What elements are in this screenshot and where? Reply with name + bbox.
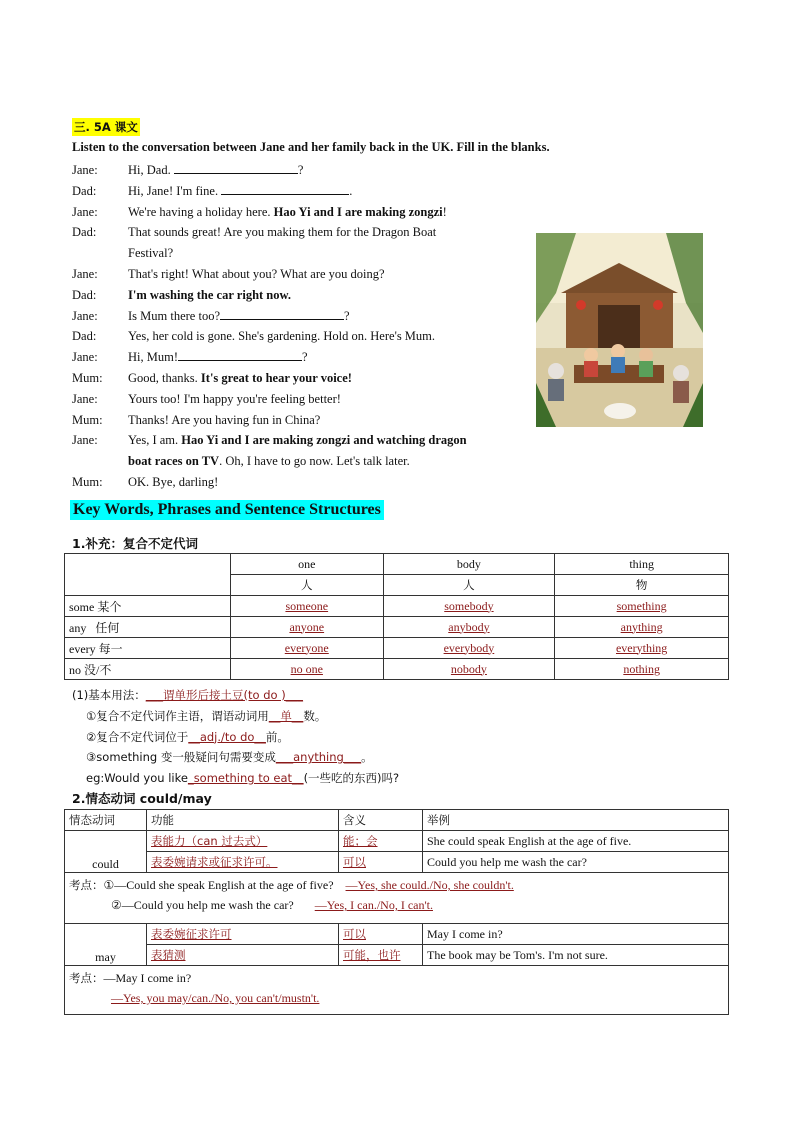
dialogue-line bbox=[72, 368, 522, 389]
speaker: Jane: bbox=[72, 266, 98, 281]
dialogue-line bbox=[72, 160, 522, 181]
speaker bbox=[72, 451, 128, 472]
function: 表委婉请求或征求许可。 bbox=[151, 855, 278, 869]
example: Could you help me wash the car? bbox=[423, 852, 729, 873]
meaning: 可以 bbox=[343, 927, 366, 941]
speaker: Jane: bbox=[72, 433, 98, 448]
dialogue-text: Yes, I am. Hao Yi and I are making zongzi and watching dragon bbox=[128, 433, 467, 448]
example: She could speak English at the age of five. bbox=[423, 831, 729, 852]
empty-corner bbox=[65, 554, 231, 596]
speaker: Jane: bbox=[72, 350, 98, 365]
modal-verb-table bbox=[64, 809, 729, 1015]
fill-blank[interactable] bbox=[221, 181, 349, 195]
dialogue-line bbox=[72, 285, 522, 306]
answer: everything bbox=[615, 640, 668, 655]
table-row bbox=[65, 659, 729, 680]
dialogue-text: Hi, Mum! ? bbox=[128, 347, 522, 368]
dialogue-text: I'm washing the car right now. bbox=[128, 287, 291, 302]
dialogue-line bbox=[72, 181, 522, 202]
dialogue-text: We're having a holiday here. Hao Yi and I are making zongzi! bbox=[128, 204, 447, 219]
speaker: Dad: bbox=[72, 287, 97, 302]
col-header-cn: 人 bbox=[383, 575, 555, 596]
dialogue-text: Festival? bbox=[128, 246, 174, 261]
dialogue-text: Yours too! I'm happy you're feeling better! bbox=[128, 391, 341, 406]
modal-word: could bbox=[65, 831, 147, 873]
dialogue-line bbox=[72, 326, 522, 347]
note-line: (1)基本用法：___谓单形后接土豆(to do )___ bbox=[72, 688, 303, 702]
dialogue-text: That's right! What about you? What are you doing? bbox=[128, 266, 385, 281]
dialogue-line bbox=[72, 264, 522, 285]
speaker: Mum: bbox=[72, 474, 103, 489]
speaker: Jane: bbox=[72, 163, 98, 177]
section-2-title: 2.情态动词 could/may bbox=[72, 791, 212, 806]
col-header: body bbox=[383, 554, 555, 575]
meaning: 可能，也许 bbox=[343, 948, 401, 962]
usage-notes bbox=[72, 685, 399, 789]
dialogue-text: Good, thanks. It's great to hear your voice! bbox=[128, 370, 352, 385]
answer: nobody bbox=[450, 661, 487, 676]
col-header: 含义 bbox=[339, 810, 423, 831]
speaker: Jane: bbox=[72, 204, 98, 219]
fill-blank[interactable] bbox=[220, 306, 344, 320]
dialogue-text: Hi, Jane! I'm fine. . bbox=[128, 181, 522, 202]
dialogue-text: Thanks! Are you having fun in China? bbox=[128, 412, 321, 427]
table-row bbox=[65, 596, 729, 617]
dialogue-line bbox=[72, 389, 522, 410]
answer: no one bbox=[290, 661, 323, 676]
note-line: ①复合不定代词作主语，谓语动词用__单__数。 bbox=[86, 708, 327, 723]
speaker bbox=[72, 243, 128, 264]
dialogue-line bbox=[72, 472, 522, 493]
dialogue bbox=[72, 160, 522, 493]
speaker: Dad: bbox=[72, 183, 97, 198]
function: 表猜测 bbox=[151, 948, 186, 962]
col-header: thing bbox=[555, 554, 729, 575]
col-header-cn: 人 bbox=[231, 575, 384, 596]
col-header-cn: 物 bbox=[555, 575, 729, 596]
note-line: ③something 变一般疑问句需要变成___anything___。 bbox=[86, 750, 373, 765]
dialogue-text: Hi, Dad. ? bbox=[128, 160, 522, 181]
function: 表能力（can 过去式） bbox=[151, 834, 268, 848]
dialogue-line bbox=[72, 410, 522, 431]
col-header: 功能 bbox=[147, 810, 339, 831]
answer: anybody bbox=[448, 619, 490, 634]
dialogue-line bbox=[72, 451, 522, 472]
dialogue-line bbox=[72, 202, 522, 223]
section-heading: 三. 5A 课文 bbox=[74, 120, 138, 134]
answer: anything bbox=[620, 619, 663, 634]
example: The book may be Tom's. I'm not sure. bbox=[423, 945, 729, 966]
dialogue-line bbox=[72, 430, 522, 451]
example: May I come in? bbox=[423, 924, 729, 945]
dialogue-text: That sounds great! Are you making them for the Dragon Boat bbox=[128, 225, 437, 240]
speaker: Jane: bbox=[72, 391, 98, 406]
answer: everyone bbox=[284, 640, 329, 655]
table-row bbox=[65, 638, 729, 659]
speaker: Dad: bbox=[72, 225, 97, 240]
row-label: some 某个 bbox=[65, 596, 231, 617]
note-line: ②复合不定代词位于__adj./to do__前。 bbox=[86, 729, 289, 744]
fill-blank[interactable] bbox=[178, 347, 302, 361]
dialogue-line bbox=[72, 243, 522, 264]
speaker: Dad: bbox=[72, 329, 97, 344]
key-words-title: Key Words, Phrases and Sentence Structures bbox=[70, 500, 384, 520]
meaning: 能；会 bbox=[343, 834, 378, 848]
row-label: no 没/不 bbox=[65, 659, 231, 680]
speaker: Mum: bbox=[72, 412, 103, 427]
instruction: Listen to the conversation between Jane and her family back in the UK. Fill in the blanks. bbox=[72, 140, 550, 154]
row-label: any 任何 bbox=[65, 617, 231, 638]
answer: anyone bbox=[289, 619, 325, 634]
fill-blank[interactable] bbox=[174, 160, 298, 174]
dialogue-text: boat races on TV. Oh, I have to go now. Let's talk later. bbox=[128, 454, 410, 469]
dialogue-text: Is Mum there too? ? bbox=[128, 306, 522, 327]
key-point-may: 考点：—May I come in? —Yes, you may/can./No, you can't/mustn't. bbox=[65, 966, 729, 1015]
festival-illustration bbox=[536, 233, 703, 427]
row-label: every 每一 bbox=[65, 638, 231, 659]
dialogue-text: OK. Bye, darling! bbox=[128, 474, 219, 489]
table-row bbox=[65, 617, 729, 638]
col-header: 举例 bbox=[423, 810, 729, 831]
col-header: one bbox=[231, 554, 384, 575]
note-line: eg:Would you like_something to eat__(一些吃的东西)吗? bbox=[86, 771, 400, 786]
key-point-could: 考点：①—Could she speak English at the age of five? —Yes, she could./No, she couldn't. ②—Could you help me wash the car? —Yes, I can./No, I can't. bbox=[65, 873, 729, 924]
dialogue-line bbox=[72, 222, 522, 243]
dialogue-text: Yes, her cold is gone. She's gardening. Hold on. Here's Mum. bbox=[128, 329, 436, 344]
speaker: Jane: bbox=[72, 308, 98, 323]
answer: somebody bbox=[444, 598, 494, 613]
answer: someone bbox=[285, 598, 329, 613]
meaning: 可以 bbox=[343, 855, 366, 869]
answer: everybody bbox=[443, 640, 495, 655]
answer: something bbox=[616, 598, 667, 613]
col-header: 情态动词 bbox=[65, 810, 147, 831]
section-1-title: 1.补充：复合不定代词 bbox=[72, 536, 198, 551]
dialogue-line bbox=[72, 347, 522, 368]
pronoun-table bbox=[64, 553, 729, 680]
dialogue-line bbox=[72, 306, 522, 327]
speaker: Mum: bbox=[72, 370, 103, 385]
answer: nothing bbox=[623, 661, 660, 676]
function: 表委婉征求许可 bbox=[151, 927, 232, 941]
modal-word: may bbox=[65, 924, 147, 966]
